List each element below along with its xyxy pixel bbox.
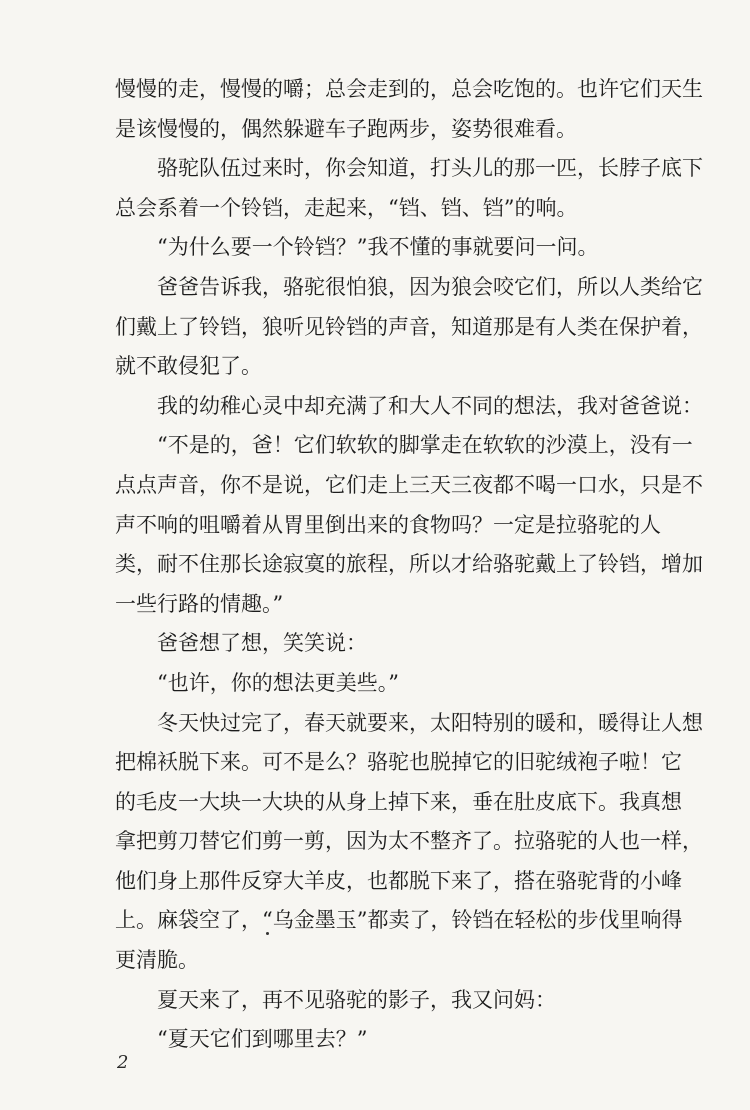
text-line: 爸爸告诉我，骆驼很怕狼，因为狼会咬它们，所以人类给它: [157, 274, 703, 299]
text-line: 点点声音，你不是说，它们走上三天三夜都不喝一口水，只是不: [115, 472, 703, 497]
text-line: 他们身上那件反穿大羊皮，也都脱下来了，搭在骆驼背的小峰: [115, 868, 682, 893]
text-line: 更清脆。: [115, 948, 199, 973]
text-line: 一些行路的情趣。”: [115, 591, 284, 616]
text-line: 就不敢侵犯了。: [115, 354, 262, 379]
text-line: “不是的，爸！它们软软的脚掌走在软软的沙漠上，没有一: [157, 433, 693, 458]
text-line: 慢慢的走，慢慢的嚼；总会走到的，总会吃饱的。也许它们天生: [115, 77, 703, 101]
text-line: 类，耐不住那长途寂寞的旅程，所以才给骆驼戴上了铃铛，增加: [115, 552, 703, 577]
body-text: [115, 70, 703, 1060]
text-line: 拿把剪刀替它们剪一剪，因为太不整齐了。拉骆驼的人也一样，: [115, 829, 703, 854]
text-line: “也许，你的想法更美些。”: [157, 670, 399, 695]
text-line: 冬天快过完了，春天就要来，太阳特别的暖和，暖得让人想: [157, 710, 703, 735]
text-line: 上。麻袋空了，“乌金墨玉”都卖了，铃铛在轻松的步伐里响得: [115, 908, 683, 933]
text-line: 我的幼稚心灵中却充满了和大人不同的想法，我对爸爸说：: [157, 393, 703, 418]
text-line: 的毛皮一大块一大块的从身上掉下来，垂在肚皮底下。我真想: [115, 789, 682, 814]
text-line: 把棉袄脱下来。可不是么？骆驼也脱掉它的旧驼绒袍子啦！它: [115, 750, 682, 775]
text-line: “夏天它们到哪里去？”: [157, 1027, 368, 1052]
page-number: 2: [117, 1052, 129, 1073]
text-line: 爸爸想了想，笑笑说：: [157, 631, 367, 656]
text-line: 总会系着一个铃铛，走起来，“铛、铛、铛”的响。: [115, 195, 578, 220]
text-line: 们戴上了铃铛，狼听见铃铛的声音，知道那是有人类在保护着，: [115, 314, 703, 339]
text-line: 声不响的咀嚼着从胃里倒出来的食物吗？一定是拉骆驼的人: [115, 512, 661, 537]
text-line: 是该慢慢的，偶然躲避车子跑两步，姿势很难看。: [115, 116, 577, 141]
text-line: 骆驼队伍过来时，你会知道，打头儿的那一匹，长脖子底下: [157, 156, 703, 181]
text-line: “为什么要一个铃铛？”我不懂的事就要问一问。: [157, 235, 599, 260]
text-line: 夏天来了，再不见骆驼的影子，我又问妈：: [157, 987, 556, 1012]
print-speck: [266, 932, 269, 935]
